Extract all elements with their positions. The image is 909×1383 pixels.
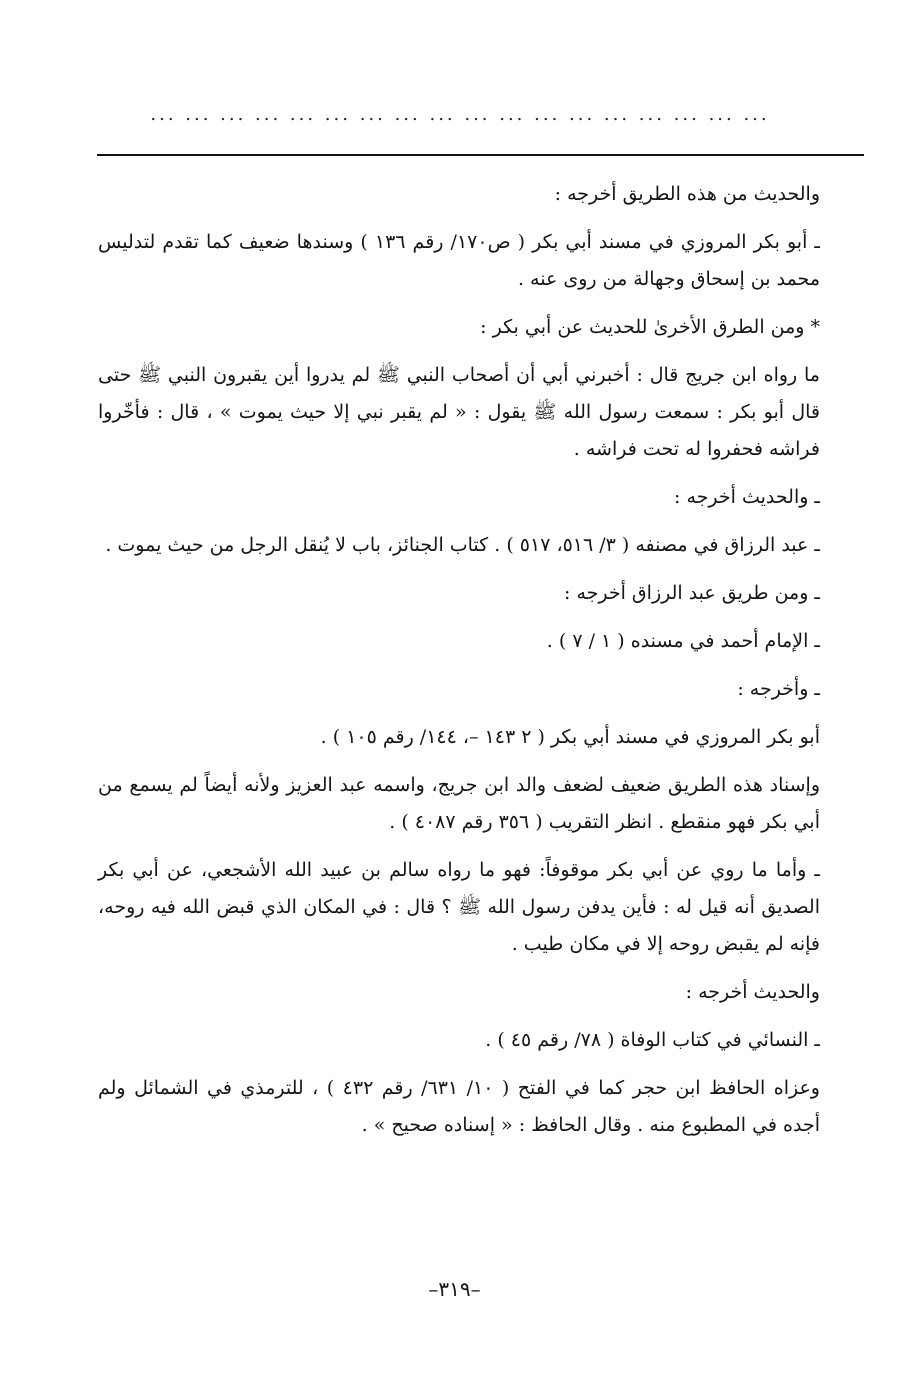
header-ellipsis: ... ... ... ... ... ... ... ... ... ... ... ... ... ... ... ... ... ... bbox=[150, 104, 770, 125]
page-number: –٣١٩– bbox=[428, 1277, 481, 1301]
paragraph-14: ـ النسائي في كتاب الوفاة ( ٧٨/ رقم ٤٥ ) . bbox=[485, 1029, 820, 1051]
paragraph-8: ـ الإمام أحمد في مسنده ( ١ / ٧ ) . bbox=[546, 630, 820, 652]
paragraph-10: أبو بكر المروزي في مسند أبي بكر ( ٢ ١٤٣ –، ١٤٤/ رقم ١٠٥ ) . bbox=[320, 726, 820, 748]
header-rule bbox=[97, 154, 864, 156]
paragraph-4: ما رواه ابن جريج قال : أخبرني أبي أن أصحاب النبي ﷺ لم يدروا أين يقبرون النبي ﷺ حتى قال أبو بكر : سمعت رسول الله ﷺ يقول : « لم يقبر نبي إلا حيث يموت » ، قال : فأخّروا فراشه فحفروا له تحت فراشه . bbox=[98, 364, 820, 460]
paragraph-5: ـ والحديث أخرجه : bbox=[674, 486, 820, 508]
page-body bbox=[98, 176, 866, 1155]
paragraph-7: ـ ومن طريق عبد الرزاق أخرجه : bbox=[564, 582, 820, 604]
paragraph-6: ـ عبد الرزاق في مصنفه ( ٣/ ٥١٦، ٥١٧ ) . كتاب الجنائز، باب لا يُنقل الرجل من حيث يموت . bbox=[105, 534, 820, 556]
paragraph-13: والحديث أخرجه : bbox=[685, 981, 820, 1003]
paragraph-15: وعزاه الحافظ ابن حجر كما في الفتح ( ١٠/ ٦٣١/ رقم ٤٣٢ ) ، للترمذي في الشمائل ولم أجده في المطبوع منه . وقال الحافظ : « إسناده صحيح » . bbox=[98, 1077, 820, 1136]
paragraph-11: وإسناد هذه الطريق ضعيف لضعف والد ابن جريج، واسمه عبد العزيز ولأنه أيضاً لم يسمع من أبي بكر فهو منقطع . انظر التقريب ( ٣٥٦ رقم ٤٠٨٧ ) . bbox=[98, 774, 820, 833]
paragraph-1: والحديث من هذه الطريق أخرجه : bbox=[554, 183, 820, 205]
paragraph-9: ـ وأخرجه : bbox=[737, 678, 820, 700]
paragraph-2: ـ أبو بكر المروزي في مسند أبي بكر ( ص١٧٠/ رقم ١٣٦ ) وسندها ضعيف كما تقدم لتدليس محمد بن إسحاق وجهالة من روى عنه . bbox=[98, 231, 820, 290]
paragraph-3: * ومن الطرق الأخرىٰ للحديث عن أبي بكر : bbox=[480, 316, 820, 338]
paragraph-12: ـ وأما ما روي عن أبي بكر موقوفاً: فهو ما رواه سالم بن عبيد الله الأشجعي، عن أبي بكر الصديق أنه قيل له : فأين يدفن رسول الله ﷺ ؟ قال : في المكان الذي قبض الله فيه روحه، فإنه لم يقبض روحه إلا في مكان طيب . bbox=[98, 859, 820, 955]
